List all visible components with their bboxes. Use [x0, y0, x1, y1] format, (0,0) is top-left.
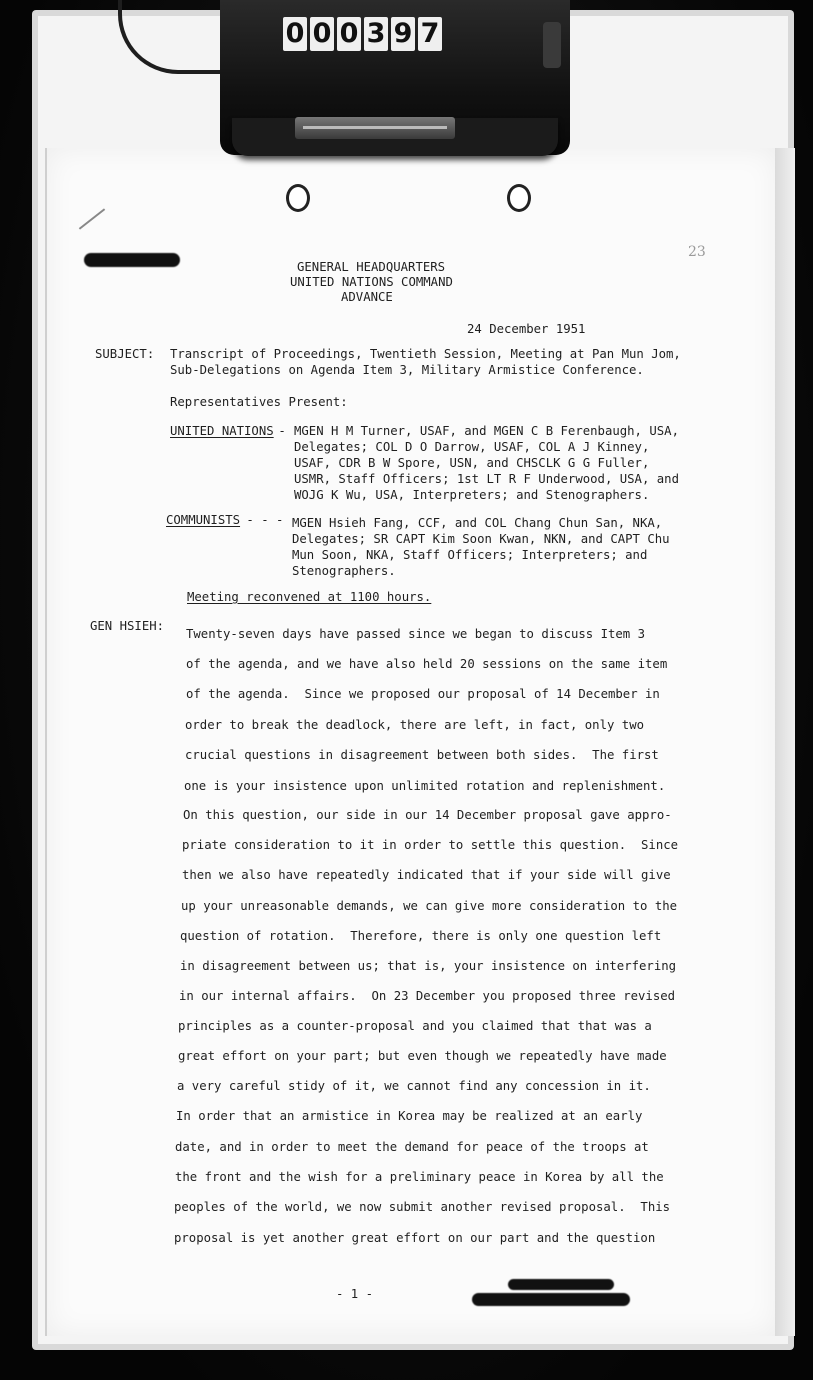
redacted-classification-bottom-2: [472, 1293, 630, 1306]
speech-line: On this question, our side in our 14 December proposal gave appro-: [183, 808, 672, 822]
communists-dashes: - - -: [239, 513, 291, 527]
punch-hole: [286, 184, 310, 212]
speech-line: of the agenda. Since we proposed our proposal of 14 December in: [186, 687, 660, 701]
speaker-label: GEN HSIEH:: [90, 619, 165, 633]
united-nations-line: Delegates; COL D O Darrow, USAF, COL A J Kinney,: [294, 440, 650, 454]
page-edge: [775, 148, 795, 1336]
communists-label: COMMUNISTS: [166, 513, 241, 527]
speech-line: date, and in order to meet the demand for peace of the troops at: [175, 1140, 649, 1154]
punch-hole: [507, 184, 531, 212]
speech-line: great effort on your part; but even though we repeatedly have made: [178, 1049, 667, 1063]
united-nations-line: USAF, CDR B W Spore, USN, and CHSCLK G G Fuller,: [294, 456, 650, 470]
header-line-1: GENERAL HEADQUARTERS: [297, 260, 446, 274]
speech-line: principles as a counter-proposal and you claimed that that was a: [178, 1019, 652, 1033]
counter-digit: 0: [310, 17, 334, 51]
communists-line: Stenographers.: [292, 564, 396, 578]
speech-line: order to break the deadlock, there are left, in fact, only two: [185, 718, 645, 732]
device-slot: [295, 117, 455, 139]
counter-digit: 9: [391, 17, 415, 51]
pencil-page-note: 23: [688, 244, 706, 260]
representatives-heading: Representatives Present:: [170, 395, 348, 409]
counter-digit: 3: [364, 17, 388, 51]
united-nations-line: USMR, Staff Officers; 1st LT R F Underwood, USA, and: [294, 472, 679, 486]
document-date: 24 December 1951: [467, 322, 586, 336]
speech-line: in disagreement between us; that is, your insistence on interfering: [180, 959, 677, 973]
communists-line: Mun Soon, NKA, Staff Officers; Interpreters; and: [292, 548, 648, 562]
united-nations-line: MGEN H M Turner, USAF, and MGEN C B Ferenbaugh, USA,: [294, 424, 679, 438]
speech-line: up your unreasonable demands, we can give more consideration to the: [181, 899, 678, 913]
speech-line: a very careful stidy of it, we cannot find any concession in it.: [177, 1079, 651, 1093]
redacted-classification-top: [84, 253, 180, 267]
communists-line: MGEN Hsieh Fang, CCF, and COL Chang Chun San, NKA,: [292, 516, 663, 530]
speech-line: question of rotation. Therefore, there is only one question left: [180, 929, 662, 943]
redacted-classification-bottom-1: [508, 1279, 614, 1290]
document-page: [45, 148, 779, 1336]
meeting-note: Meeting reconvened at 1100 hours.: [187, 590, 432, 604]
united-nations-label: UNITED NATIONS: [170, 424, 274, 438]
speech-line: Twenty-seven days have passed since we began to discuss Item 3: [186, 627, 646, 641]
speech-line: then we also have repeatedly indicated that if your side will give: [182, 868, 671, 882]
speech-line: In order that an armistice in Korea may be realized at an early: [176, 1109, 643, 1123]
speech-line: crucial questions in disagreement between both sides. The first: [185, 748, 659, 762]
united-nations-line: WOJG K Wu, USA, Interpreters; and Stenographers.: [294, 488, 650, 502]
speech-line: priate consideration to it in order to settle this question. Since: [182, 838, 679, 852]
counter-digit: 0: [283, 17, 307, 51]
page-number: - 1 -: [336, 1287, 374, 1301]
united-nations-dashes: -: [271, 424, 294, 438]
header-line-2: UNITED NATIONS COMMAND: [290, 275, 453, 289]
speech-line: proposal is yet another great effort on our part and the question: [174, 1231, 656, 1245]
speech-line: one is your insistence upon unlimited rotation and replenishment.: [184, 779, 666, 793]
counter-digit: 7: [418, 17, 442, 51]
subject-line-2: Sub-Delegations on Agenda Item 3, Military Armistice Conference.: [170, 363, 644, 377]
frame-counter: [283, 17, 442, 51]
header-line-3: ADVANCE: [341, 290, 393, 304]
subject-line-1: Transcript of Proceedings, Twentieth Session, Meeting at Pan Mun Jom,: [170, 347, 681, 361]
speech-line: in our internal affairs. On 23 December you proposed three revised: [179, 989, 676, 1003]
speech-line: peoples of the world, we now submit another revised proposal. This: [174, 1200, 671, 1214]
speech-line: the front and the wish for a preliminary peace in Korea by all the: [175, 1170, 664, 1184]
speech-line: of the agenda, and we have also held 20 sessions on the same item: [186, 657, 668, 671]
communists-line: Delegates; SR CAPT Kim Soon Kwan, NKN, and CAPT Chu: [292, 532, 670, 546]
subject-label: SUBJECT:: [95, 347, 155, 361]
counter-knob: [543, 22, 561, 68]
counter-digit: 0: [337, 17, 361, 51]
